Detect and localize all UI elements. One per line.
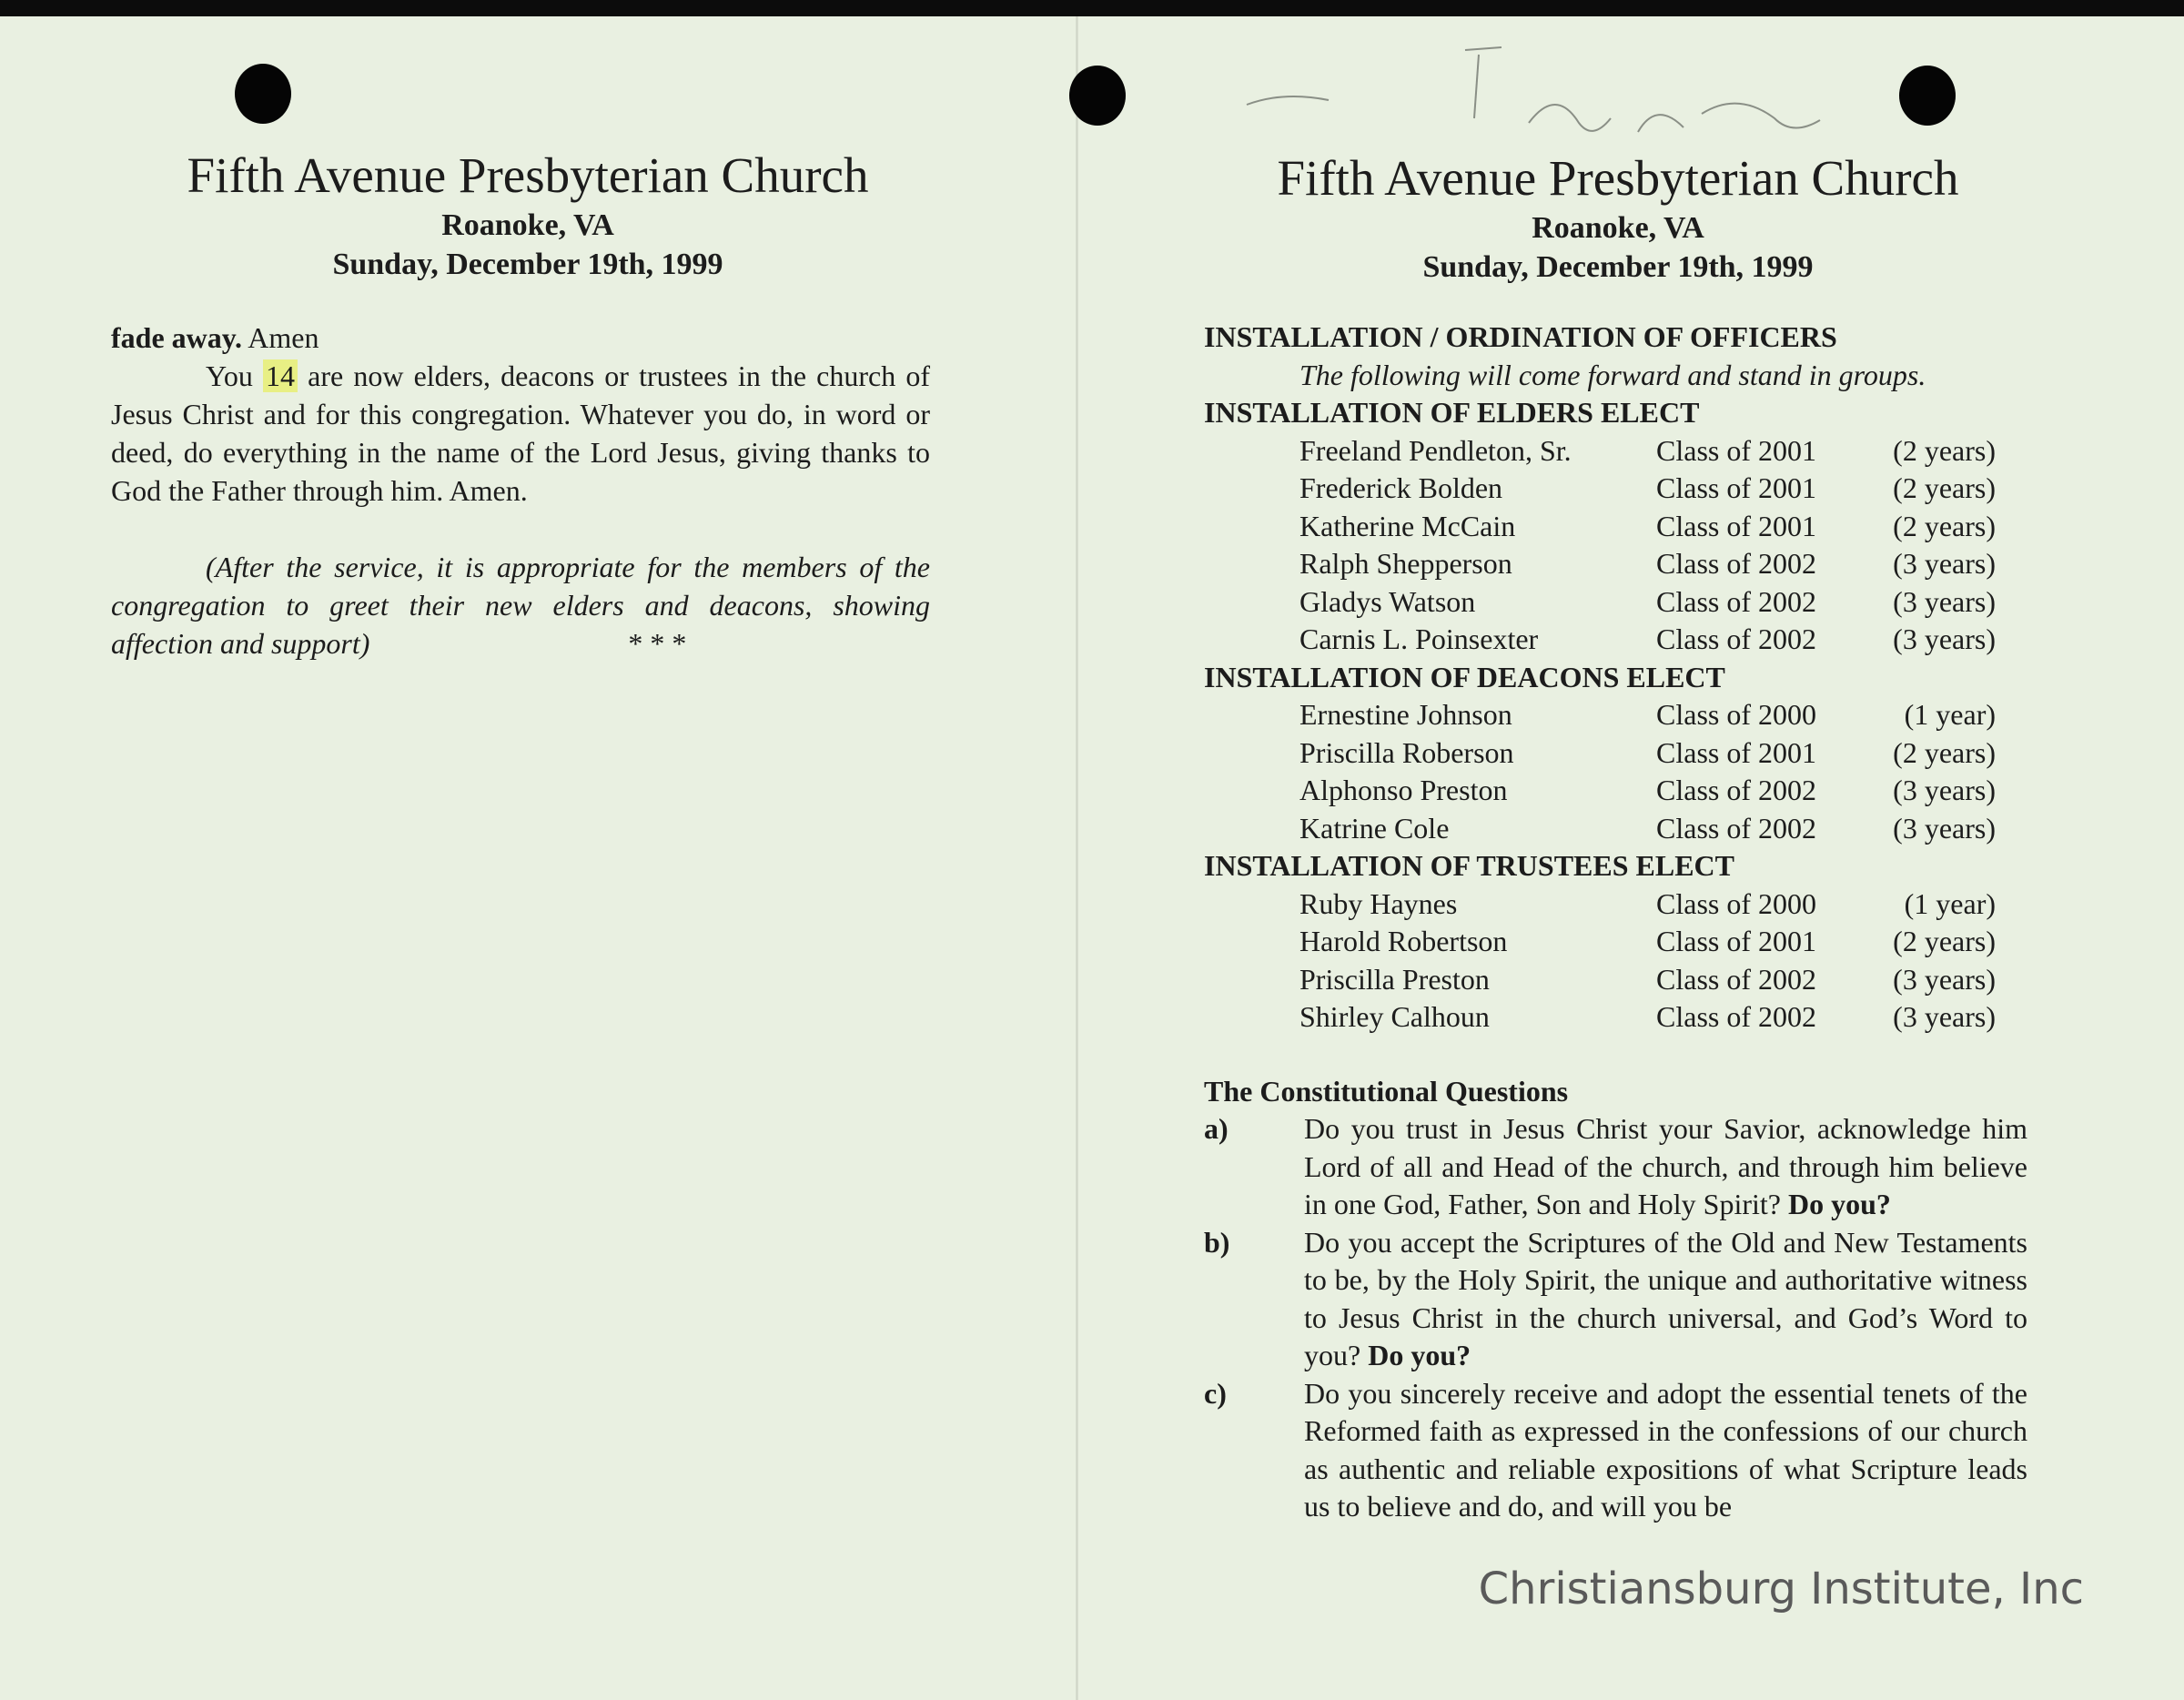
church-name: Fifth Avenue Presbyterian Church: [1277, 150, 1959, 206]
pencil-scribble: [1228, 36, 1866, 164]
after-service-note: [111, 548, 930, 663]
list-item: [1204, 545, 2027, 583]
question-a: [1204, 1110, 2027, 1224]
question-text: Do you trust in Jesus Christ your Savior, acknowledge him Lord of all and Head of the church, and through him believe in one God, Father, Son and Holy Spirit?: [1304, 1112, 2027, 1220]
highlighted-count: 14: [263, 359, 298, 392]
list-item: [1204, 734, 2027, 773]
left-header: [73, 146, 983, 284]
list-item: [1204, 772, 2027, 810]
list-item: [1204, 508, 2027, 546]
trustees-title: INSTALLATION OF TRUSTEES ELECT: [1204, 849, 1734, 882]
officer-class: Class of 2002: [1656, 811, 1816, 845]
officer-name: Frederick Bolden: [1299, 471, 1503, 504]
officer-name: Priscilla Preston: [1299, 962, 1490, 996]
officer-term: (2 years): [1893, 925, 1996, 957]
officer-class: Class of 2002: [1656, 622, 1816, 655]
charge-start: You: [206, 359, 253, 392]
right-header: [1163, 148, 2073, 287]
list-item: [1204, 885, 2027, 924]
officer-name: Priscilla Roberson: [1299, 735, 1514, 769]
installation-note: The following will come forward and stand in groups.: [1299, 358, 1926, 391]
officer-term: (1 year): [1904, 698, 1996, 731]
officer-class: Class of 2000: [1656, 886, 1816, 920]
officer-class: Class of 2001: [1656, 925, 1816, 957]
list-item: [1204, 470, 2027, 508]
church-name: Fifth Avenue Presbyterian Church: [187, 147, 869, 203]
question-label: b): [1204, 1225, 1230, 1259]
officer-class: Class of 2001: [1656, 735, 1816, 769]
officer-name: Gladys Watson: [1299, 584, 1476, 618]
question-c: [1204, 1375, 2027, 1526]
officer-term: (3 years): [1893, 1000, 1996, 1033]
page-fold: [1076, 16, 1078, 1700]
after-service-text: (After the service, it is appropriate for the members of the congregation to greet their new elders and deacons, showing affection and support): [111, 551, 930, 660]
officer-term: (3 years): [1893, 811, 1996, 845]
officer-name: Katrine Cole: [1299, 811, 1450, 845]
service-date: Sunday, December 19th, 1999: [1422, 250, 1814, 284]
officer-term: (3 years): [1893, 774, 1996, 806]
punch-hole-left: [235, 64, 291, 124]
church-location: Roanoke, VA: [441, 208, 614, 242]
church-location: Roanoke, VA: [1532, 211, 1704, 245]
charge-paragraph: [111, 357, 930, 510]
question-b: [1204, 1224, 2027, 1375]
question-label: c): [1204, 1376, 1227, 1410]
officer-term: (3 years): [1893, 547, 1996, 580]
officer-name: Carnis L. Poinsexter: [1299, 622, 1539, 655]
officer-name: Shirley Calhoun: [1299, 1000, 1490, 1033]
list-item: [1204, 923, 2027, 961]
officer-term: (3 years): [1893, 622, 1996, 655]
left-page-body: [111, 319, 930, 663]
list-item: [1204, 810, 2027, 848]
question-label: a): [1204, 1112, 1228, 1145]
officer-class: Class of 2002: [1656, 584, 1816, 618]
deacons-list: [1204, 696, 2027, 847]
officer-class: Class of 2002: [1656, 1000, 1816, 1033]
list-item: [1204, 961, 2027, 999]
officer-term: (3 years): [1893, 962, 1996, 996]
list-item: [1204, 583, 2027, 622]
officer-name: Katherine McCain: [1299, 509, 1516, 542]
officer-class: Class of 2001: [1656, 509, 1816, 542]
officer-name: Ernestine Johnson: [1299, 698, 1512, 731]
deacons-title: INSTALLATION OF DEACONS ELECT: [1204, 660, 1725, 693]
officer-term: (2 years): [1893, 433, 1996, 467]
installation-title: INSTALLATION / ORDINATION OF OFFICERS: [1204, 320, 1837, 353]
officer-class: Class of 2000: [1656, 698, 1816, 731]
officer-name: Alphonso Preston: [1299, 774, 1508, 806]
list-item: [1204, 621, 2027, 659]
charge-text: are now elders, deacons or trustees in the church of Jesus Christ and for this congregation. Whatever you do, in word or deed, do everything in the name of the Lord Jesus, giving thanks to God the Father through him. Amen.: [111, 359, 931, 507]
list-item: [1204, 696, 2027, 734]
closing-line: [111, 319, 930, 357]
officer-class: Class of 2001: [1656, 433, 1816, 467]
question-tail: Do you?: [1788, 1188, 1891, 1220]
elders-list: [1204, 432, 2027, 659]
officer-term: (3 years): [1893, 584, 1996, 618]
trustees-list: [1204, 885, 2027, 1037]
watermark: Christiansburg Institute, Inc: [1478, 1563, 2084, 1614]
officer-name: Harold Robertson: [1299, 925, 1508, 957]
questions-title: The Constitutional Questions: [1204, 1074, 1569, 1108]
officer-term: (2 years): [1893, 509, 1996, 542]
officer-term: (2 years): [1893, 735, 1996, 769]
list-item: [1204, 998, 2027, 1037]
closing-bold: fade away.: [111, 321, 242, 354]
officer-term: (1 year): [1904, 886, 1996, 920]
section-stars: * * *: [628, 627, 687, 660]
closing-amen: Amen: [248, 321, 319, 354]
elders-title: INSTALLATION OF ELDERS ELECT: [1204, 396, 1700, 429]
service-date: Sunday, December 19th, 1999: [332, 248, 723, 281]
officer-term: (2 years): [1893, 471, 1996, 504]
punch-hole-right: [1899, 66, 1956, 126]
right-page-body: [1204, 319, 2027, 1526]
officer-name: Ralph Shepperson: [1299, 547, 1512, 580]
punch-hole-center: [1069, 66, 1126, 126]
officer-class: Class of 2001: [1656, 471, 1816, 504]
question-text: Do you accept the Scriptures of the Old and New Testaments to be, by the Holy Spirit, the unique and authoritative witness to Jesus Christ in the church universal, and God’s Word to you?: [1304, 1225, 2027, 1371]
question-text: Do you sincerely receive and adopt the essential tenets of the Reformed faith as expressed in the confessions of our church as authentic and reliable expositions of what Scripture leads us to believe and do, and will you be: [1304, 1376, 2027, 1523]
officer-name: Ruby Haynes: [1299, 886, 1458, 920]
officer-name: Freeland Pendleton, Sr.: [1299, 433, 1572, 467]
officer-class: Class of 2002: [1656, 962, 1816, 996]
officer-class: Class of 2002: [1656, 547, 1816, 580]
officer-class: Class of 2002: [1656, 774, 1816, 806]
list-item: [1204, 432, 2027, 471]
question-tail: Do you?: [1368, 1339, 1471, 1371]
